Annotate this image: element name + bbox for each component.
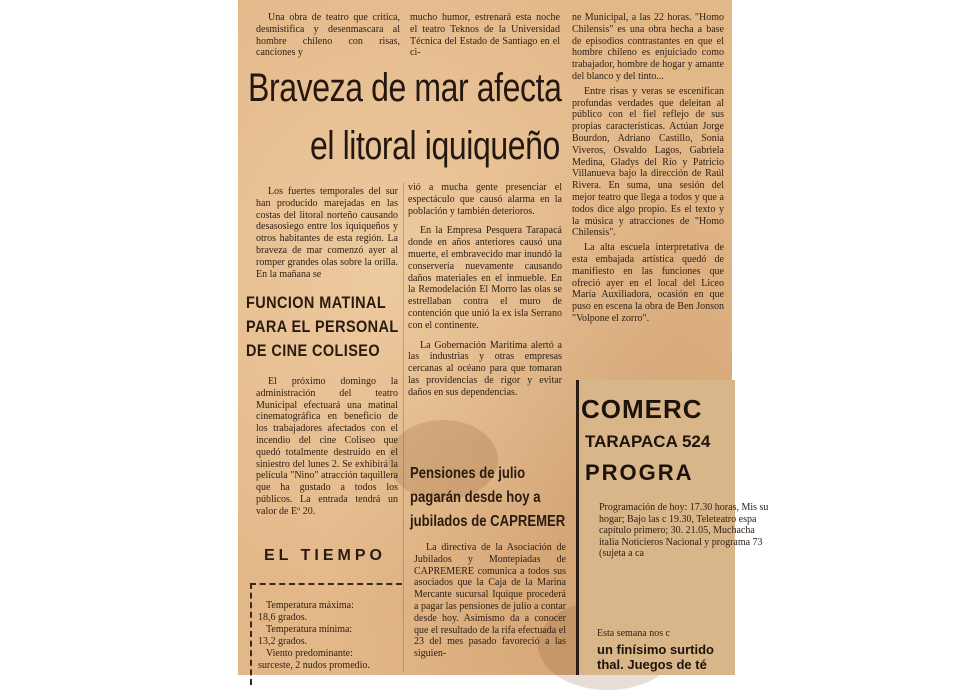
weather-wind-label: Viento predominante: <box>266 648 353 659</box>
weather-min-value: 13,2 grados. <box>258 636 308 647</box>
pensiones-headline-3: jubilados de CAPREMER <box>410 513 566 530</box>
weather-max-label: Temperatura máxima: <box>266 600 354 611</box>
ad-address: TARAPACA 524 <box>585 432 711 451</box>
pensiones-text: La directiva de la Asociación de Jubilados y Montepiadas de CAPREMERE comunica a todos sus asociados que la Caja de la Marina Mercante sucursal Iquique procederá a pagar las pensiones de julio a contar desde hoy. Asimismo da a conocer que el resultado de la rifa efectuada el 23 del mes pasado favoreció a las siguien- <box>414 542 566 660</box>
ad-program-title: PROGRA <box>585 460 694 485</box>
pensiones-body <box>414 542 566 668</box>
intro-text: mucho humor, estrenará esta noche el teatro Teknos de la Universidad Técnica del Estado de Santiago en el ci- <box>410 12 560 59</box>
homo-chilensis-column <box>572 12 724 333</box>
weather-title: EL TIEMPO <box>264 547 386 564</box>
braveza-col-1 <box>256 186 398 288</box>
ad-bottom-line-1: Esta semana nos c <box>597 628 671 639</box>
ad-program-text: Programación de hoy: 17.30 horas, Mis su hogar; Bajo las c 19.30, Teleteatro espa capítulo primero; 30. 21.05, Muchacha italia Noticieros Nacional y programa 73 (sujeta a ca <box>599 502 769 559</box>
pensiones-headline-2: pagarán desde hoy a <box>410 489 541 506</box>
funcion-body <box>256 376 398 526</box>
column-rule <box>403 182 404 672</box>
headline-line-2: el litoral iquiqueño <box>310 124 560 168</box>
funcion-headline-2: PARA EL PERSONAL <box>246 317 399 336</box>
funcion-headline-3: DE CINE COLISEO <box>246 341 381 360</box>
homo-chilensis-text: La alta escuela interpretativa de esta embajada artística quedó de manifiesto en las funciones que ofreció ayer en el local del Liceo María Auxiliadora, ocasión en que puso en escena la obra de Ben Jonson "Volpone el zorro". <box>572 242 724 324</box>
intro-text: Una obra de teatro que critica, desmistifica y desenmascara al hombre chileno con risas, canciones y <box>256 12 400 59</box>
comercial-advertisement <box>576 380 769 675</box>
weather-wind-value: surceste, 2 nudos promedio. <box>258 660 370 671</box>
braveza-col-2 <box>408 182 562 407</box>
intro-col-1 <box>256 12 400 67</box>
funcion-headline-1: FUNCION MATINAL <box>246 293 387 312</box>
weather-max-value: 18,6 grados. <box>258 612 308 623</box>
braveza-text: En la Empresa Pesquera Tarapacá donde en años anteriores causó una muerte, el embravecido mar inundó la conservería nuevamente causando daños materiales en el inmueble. En la Remodelación El Morro las olas se estrellaban contra el muro de contención que unió la ex isla Serrano con el continente. <box>408 225 562 331</box>
braveza-text: La Gobernación Marítima alertó a las industrias y otras empresas cercanas al océano para que tomaran las providencias de rigor y evitar daños en sus dependencias. <box>408 339 562 398</box>
intro-col-2 <box>410 12 560 67</box>
ad-store-name: COMERC <box>581 394 703 424</box>
weather-min-label: Temperatura mínima: <box>266 624 353 635</box>
homo-chilensis-text: Entre risas y veras se escenifican profundas verdades que deleitan al público con el fiel reflejo de sus propias características. Actúan Jorge Bourdon, Adriano Castillo, Sonia Viveros, Osvaldo Lagos, Gabriela Medina, Gladys del Río y Patricio Villanueva bajo la dirección de Raúl Rivera. En suma, una sesión del mejor teatro que llega a todos y que a todos dice algo propio. Es el texto y la música y atracciones de "Homo Chilensis". <box>572 85 724 239</box>
funcion-text: El próximo domingo la administración del teatro Municipal efectuará una matinal cinematográfica en beneficio de los trabajadores afectados con el incendio del cine Coliseo que quedó totalmente destruido en el siniestro del lunes 2. Se exhibirá la película "Nino" atracción taquillera que ha gustado a todos los públicos. La entrada tendrá un valor de Eº 20. <box>256 376 398 517</box>
ad-bottom-line-3: thal. Juegos de té <box>597 657 707 672</box>
homo-chilensis-text: ne Municipal, a las 22 horas. "Homo Chilensis" es una obra hecha a base de episodios contrastantes en que el hombre chileno es enjuiciado como trabajador, hombre de hogar y amante del blanco y del tinto... <box>572 12 724 82</box>
headline-line-1: Braveza de mar afecta <box>248 66 562 110</box>
braveza-text: Los fuertes temporales del sur han producido marejadas en las costas del litoral norteño causando desasosiego entre los iquiqueños y otros habitantes de esta región. La braveza de mar comenzó ayer al romper grandes olas sobre la orilla. En la mañana se <box>256 186 398 280</box>
braveza-text: vió a mucha gente presenciar el espectáculo que causó alarma en la población y también deterioros. <box>408 182 562 217</box>
pensiones-headline-1: Pensiones de julio <box>410 465 526 482</box>
ad-bottom-line-2: un finísimo surtido <box>597 642 714 657</box>
